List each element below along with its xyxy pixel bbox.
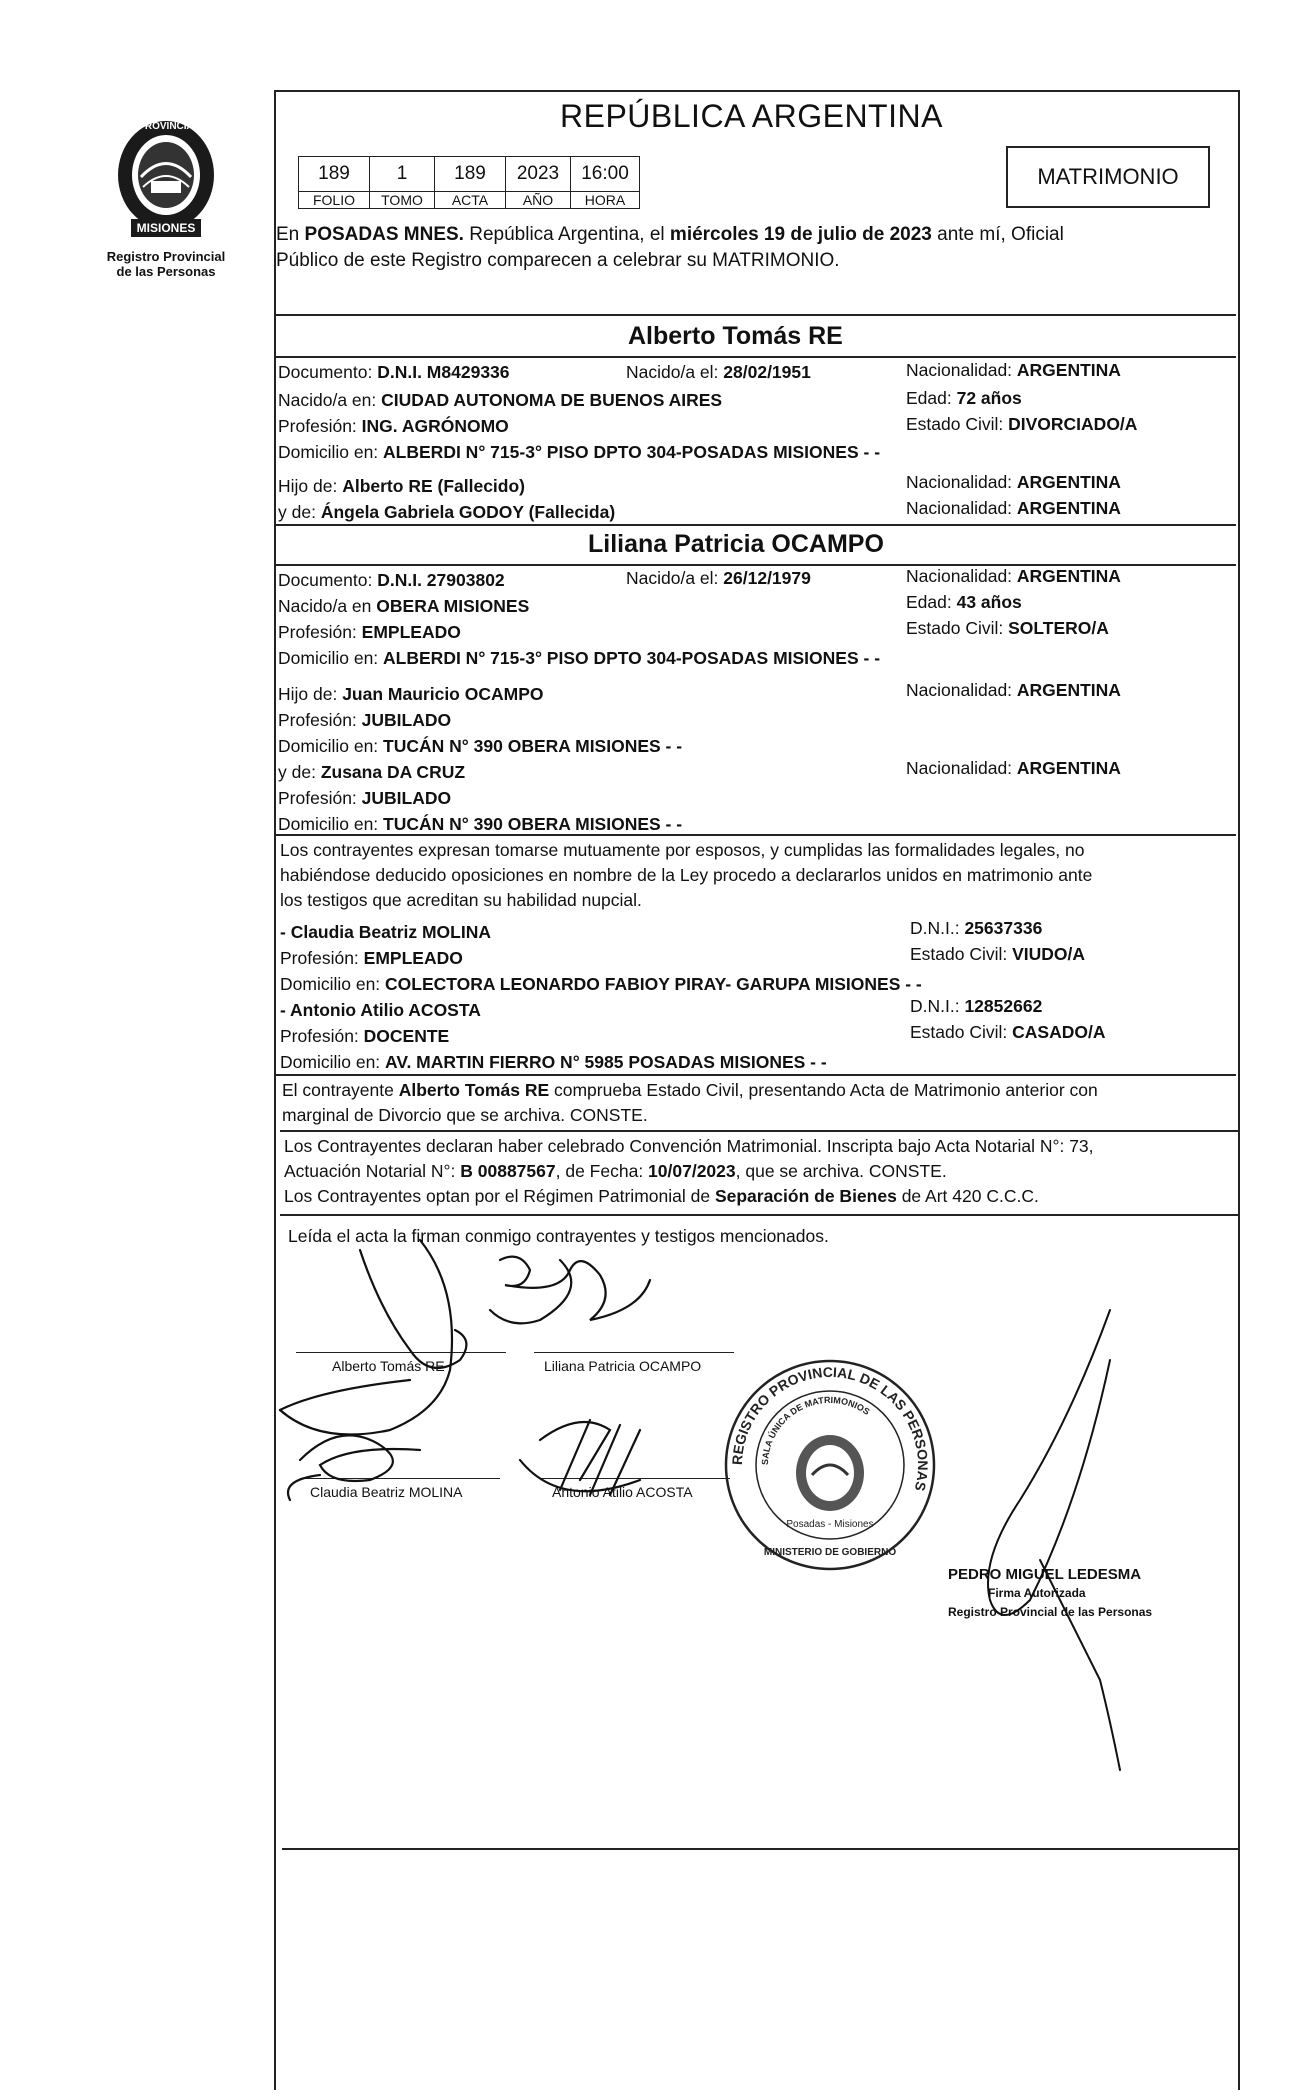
spouse1-father: Hijo de: Alberto RE (Fallecido) [278,476,525,496]
witness1-address: Domicilio en: COLECTORA LEONARDO FABIOY PIRAY- GARUPA MISIONES - - [280,974,922,994]
civil-status-note: El contrayente Alberto Tomás RE comprueba Estado Civil, presentando Acta de Matrimonio anterior con marginal de Divorcio que se archiva. CONSTE. [282,1080,1098,1125]
divider [276,524,1236,526]
spouse2-profession: Profesión: EMPLEADO [278,622,461,642]
registry-logo [96,115,236,279]
spouse1-document: Documento: D.N.I. M8429336 [278,362,510,382]
witness1-profession: Profesión: EMPLEADO [280,948,463,968]
tomo-value: 1 [370,157,435,192]
time-value: 16:00 [571,157,640,192]
spouse2-document: Documento: D.N.I. 27903802 [278,570,505,590]
spouse1-mother-nationality: Nacionalidad: ARGENTINA [906,498,1121,518]
spouse1-mother: y de: Ángela Gabriela GODOY (Fallecida) [278,502,616,522]
spouse1-father-nationality: Nacionalidad: ARGENTINA [906,472,1121,492]
act-metadata-table [298,156,640,209]
official-block [948,1565,1152,1622]
spouse1-nationality: Nacionalidad: ARGENTINA [906,360,1121,380]
spouse1-age: Edad: 72 años [906,388,1022,408]
marital-convention-note: Los Contrayentes declaran haber celebrado Convención Matrimonial. Inscripta bajo Acta Notarial N°: 73, Actuación Notarial N°: B 00887567, de Fecha: 10/07/2023, que se archiva. CONSTE. Los Contrayentes optan por el Régimen Patrimonial de Separación de Bienes de Art 420 C.C.C. [284,1136,1094,1206]
spouse1-birthplace: Nacido/a en: CIUDAD AUTONOMA DE BUENOS AIRES [278,390,723,410]
witness2-profession: Profesión: DOCENTE [280,1026,450,1046]
spouse2-name: Liliana Patricia OCAMPO [588,530,884,558]
frame-bottom [282,1848,1238,1850]
spouse2-mother-address: Domicilio en: TUCÁN N° 390 OBERA MISIONES - - [278,814,683,834]
divider [280,1214,1238,1216]
official-org: Registro Provincial de las Personas [948,1605,1153,1619]
time-label: HORA [571,192,640,209]
closing-statement: Leída el acta la firman conmigo contrayentes y testigos mencionados. [288,1226,829,1246]
spouse2-nationality: Nacionalidad: ARGENTINA [906,566,1121,586]
spouse2-father: Hijo de: Juan Mauricio OCAMPO [278,684,544,704]
divider [276,1074,1236,1076]
svg-text:SALA ÚNICA DE MATRIMONIOS: SALA ÚNICA DE MATRIMONIOS [759,1394,872,1466]
svg-text:PROVINCIA: PROVINCIA [138,121,194,132]
divider [276,834,1236,836]
witness2-address: Domicilio en: AV. MARTIN FIERRO N° 5985 POSADAS MISIONES - - [280,1052,827,1072]
spouse2-father-nationality: Nacionalidad: ARGENTINA [906,680,1121,700]
spouse2-mother-profession: Profesión: JUBILADO [278,788,452,808]
act-type-box: MATRIMONIO [1006,146,1210,208]
spouse2-age: Edad: 43 años [906,592,1022,612]
divider [276,314,1236,316]
spouse1-civil-status: Estado Civil: DIVORCIADO/A [906,414,1138,434]
spouse2-address: Domicilio en: ALBERDI N° 715-3° PISO DPTO 304-POSADAS MISIONES - - [278,648,881,668]
intro-paragraph: En POSADAS MNES. República Argentina, el miércoles 19 de julio de 2023 ante mí, Oficial Público de este Registro comparecen a celebrar su MATRIMONIO. [276,224,1064,271]
acta-label: ACTA [435,192,506,209]
spouse2-father-address: Domicilio en: TUCÁN N° 390 OBERA MISIONES - - [278,736,683,756]
signature-label-spouse1: Alberto Tomás RE [332,1358,445,1374]
year-value: 2023 [506,157,571,192]
spouse1-address: Domicilio en: ALBERDI N° 715-3° PISO DPTO 304-POSADAS MISIONES - - [278,442,881,462]
spouse1-name: Alberto Tomás RE [628,322,843,350]
spouse1-profession: Profesión: ING. AGRÓNOMO [278,416,509,436]
signature-label-witness1: Claudia Beatriz MOLINA [310,1484,463,1500]
witness1-dni: D.N.I.: 25637336 [910,918,1043,938]
year-label: AÑO [506,192,571,209]
divider [280,1130,1238,1132]
spouse2-father-profession: Profesión: JUBILADO [278,710,452,730]
official-signature [960,1300,1180,1780]
svg-text:MINISTERIO DE GOBIERNO: MINISTERIO DE GOBIERNO [763,1547,897,1558]
declaration-paragraph: Los contrayentes expresan tomarse mutuamente por esposos, y cumplidas las formalidades legales, no habiéndose deducido oposiciones en nombre de la Ley procedo a declararlos unidos en matrimonio ante los testigos que acreditan su habilidad nupcial. [280,840,1093,910]
folio-value: 189 [299,157,370,192]
tomo-label: TOMO [370,192,435,209]
registry-stamp [720,1355,940,1575]
folio-label: FOLIO [299,192,370,209]
witness2-name: - Antonio Atilio ACOSTA [280,1000,481,1020]
witness2-dni: D.N.I.: 12852662 [910,996,1043,1016]
handwritten-signatures [260,1230,760,1510]
spouse2-mother-nationality: Nacionalidad: ARGENTINA [906,758,1121,778]
svg-text:Posadas - Misiones: Posadas - Misiones [786,1519,874,1530]
spouse2-birthplace: Nacido/a en OBERA MISIONES [278,596,530,616]
country-title: REPÚBLICA ARGENTINA [560,98,943,134]
svg-text:MISIONES: MISIONES [136,221,196,235]
official-role: Firma Autorizada [988,1586,1086,1600]
signature-label-witness2: Antonio Atilio ACOSTA [552,1484,693,1500]
signature-label-spouse2: Liliana Patricia OCAMPO [544,1358,702,1374]
acta-value: 189 [435,157,506,192]
witness1-name: - Claudia Beatriz MOLINA [280,922,491,942]
spouse2-birthdate: Nacido/a el: 26/12/1979 [626,568,811,588]
logo-caption: Registro Provincial de las Personas [106,249,226,279]
svg-text:REGISTRO PROVINCIAL DE LAS PER: REGISTRO PROVINCIAL DE LAS PERSONAS [728,1363,932,1493]
spouse2-civil-status: Estado Civil: SOLTERO/A [906,618,1109,638]
spouse1-birthdate: Nacido/a el: 28/02/1951 [626,362,811,382]
spouse2-mother: y de: Zusana DA CRUZ [278,762,466,782]
official-name: PEDRO MIGUEL LEDESMA [948,1566,1142,1583]
witness2-civil-status: Estado Civil: CASADO/A [910,1022,1106,1042]
witness1-civil-status: Estado Civil: VIUDO/A [910,944,1086,964]
provincial-shield-icon [111,115,221,245]
divider [276,356,1236,358]
